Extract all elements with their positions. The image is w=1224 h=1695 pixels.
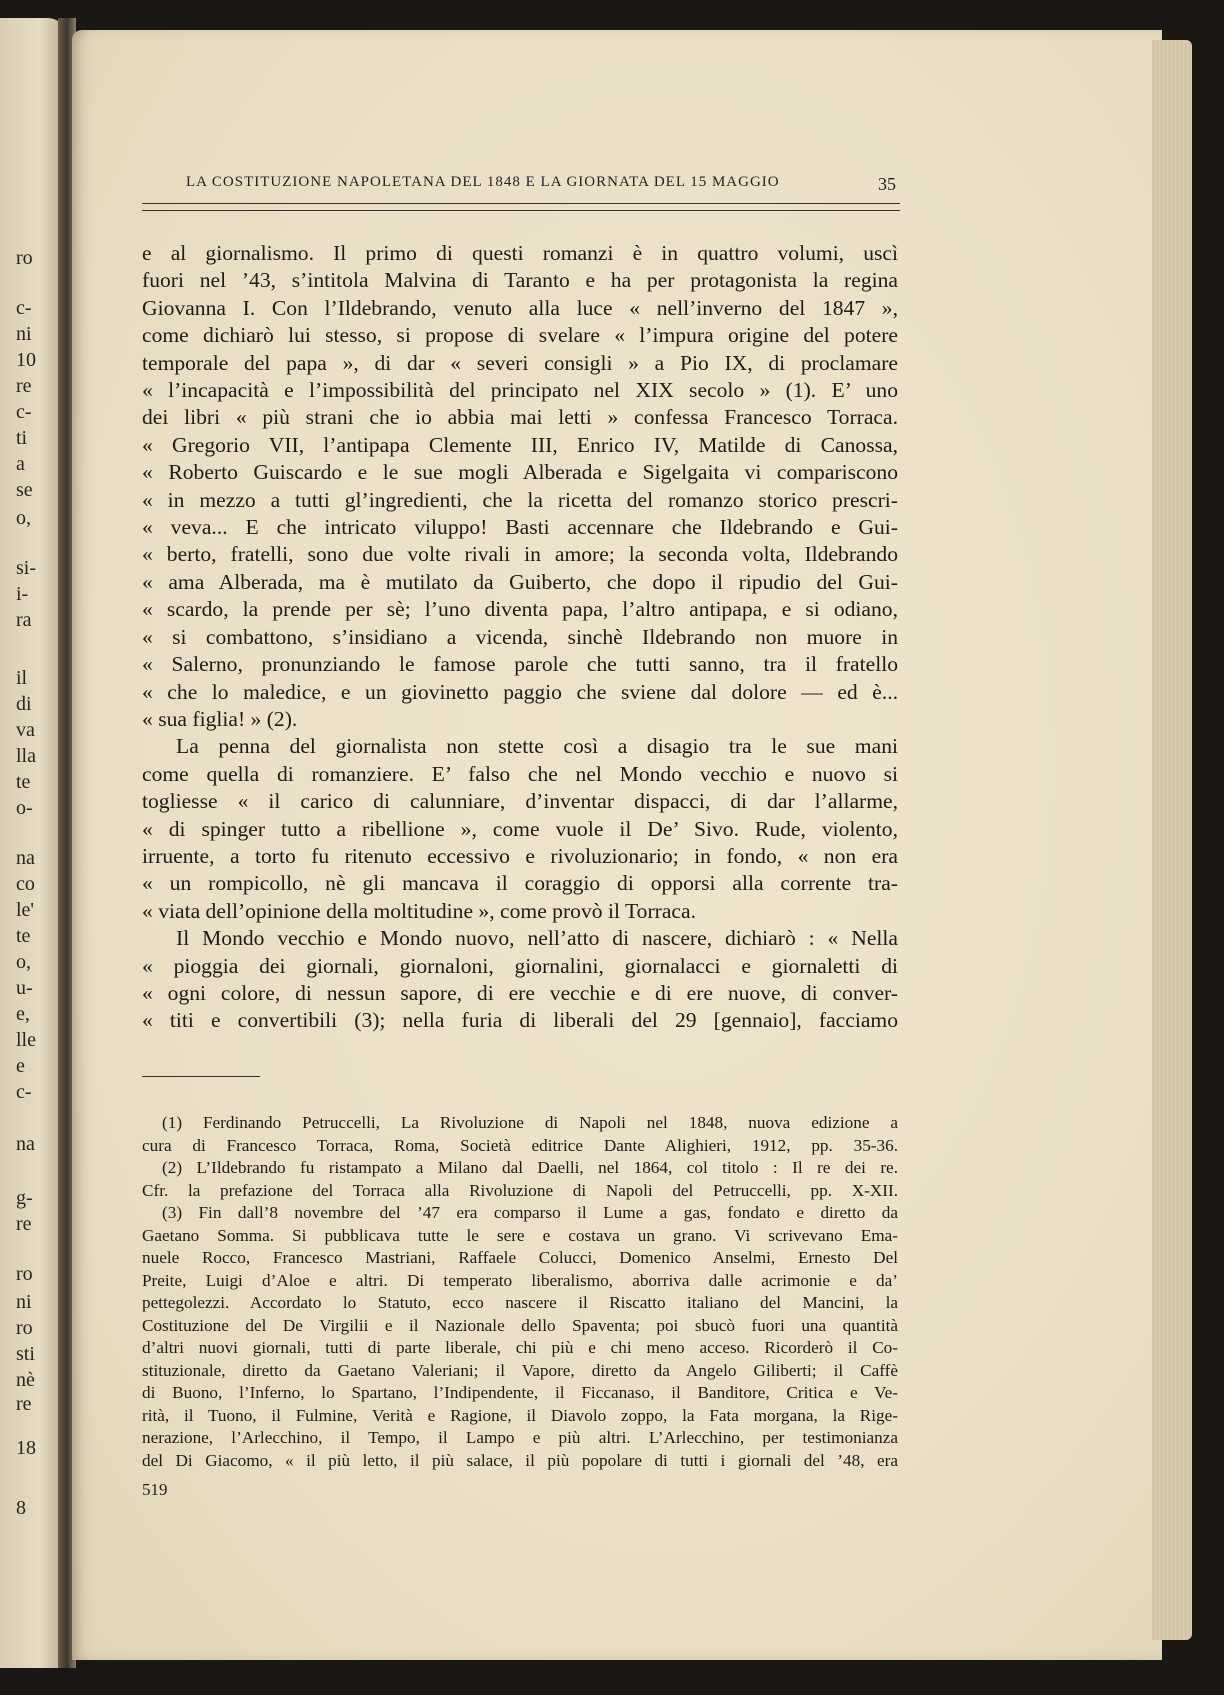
- left-page-fragment: c-: [16, 401, 32, 423]
- footnote-line: nerazione, l’Arlecchino, il Tempo, il Lampo e più altri. L’Arlecchino, per testimonianza: [142, 1428, 898, 1447]
- running-head: LA COSTITUZIONE NAPOLETANA DEL 1848 E LA GIORNATA DEL 15 MAGGIO: [186, 174, 780, 190]
- body-line: « titi e convertibili (3); nella furia di liberali del 29 [gennaio], facciamo: [142, 1008, 898, 1033]
- body-line: « Gregorio VII, l’antipapa Clemente III, Enrico IV, Matilde di Canossa,: [142, 432, 898, 457]
- left-page-fragment: na: [16, 1133, 35, 1155]
- left-page-fragment: ti: [16, 427, 28, 449]
- body-line: « scardo, la prende per sè; l’uno diventa papa, l’altro antipapa, e si odiano,: [142, 597, 898, 622]
- body-line: « Roberto Guiscardo e le sue mogli Alberada e Sigelgaita vi compariscono: [142, 460, 898, 485]
- body-line: « pioggia dei giornali, giornaloni, giornalini, giornalacci e giornaletti di: [142, 953, 898, 978]
- left-page-fragment: te: [16, 771, 31, 793]
- left-page-fragment: o-: [16, 797, 33, 819]
- body-line: « di spinger tutto a ribellione », come vuole il De’ Sivo. Rude, violento,: [142, 816, 898, 841]
- body-line: « berto, fratelli, sono due volte rivali in amore; la seconda volta, Ildebrando: [142, 542, 898, 567]
- left-page-fragment: lla: [16, 745, 36, 767]
- left-page-fragment: 18: [16, 1437, 36, 1459]
- footnote-line: d’altri nuovi giornali, tutti di parte liberale, chi più e chi meno acceso. Ricorderò il Co-: [142, 1338, 898, 1357]
- body-line: « l’incapacità e l’impossibilità del principato nel XIX secolo » (1). E’ uno: [142, 378, 898, 403]
- footnote-line: stituzionale, diretto da Gaetano Valeriani; il Vapore, diretto da Angelo Giliberti; il Caffè: [142, 1360, 898, 1380]
- left-page-fragment: se: [16, 479, 33, 501]
- left-page-fragment: re: [16, 1393, 32, 1415]
- body-line: temporale del papa », di dar « severi consigli » a Pio IX, di proclamare: [142, 350, 898, 375]
- body-line: Giovanna I. Con l’Ildebrando, venuto alla luce « nell’inverno del 1847 »,: [142, 295, 898, 320]
- left-page-fragment: c-: [16, 297, 32, 319]
- body-line: togliesse « il carico di calunniare, d’inventar dispacci, di dar l’allarme,: [142, 789, 898, 814]
- page-number: 35: [878, 174, 896, 194]
- footnote-line: (3) Fin dall’8 novembre del ’47 era comparso il Lume a gas, fondato e diretto da: [162, 1203, 898, 1222]
- left-page-fragment: ra: [16, 609, 32, 631]
- footnote-line: rità, il Tuono, il Fulmine, Verità e Ragione, il Diavolo zoppo, la Fata morgana, la Rige-: [142, 1405, 898, 1425]
- body-line: « viata dell’opinione della moltitudine », come provò il Torraca.: [142, 898, 696, 923]
- body-line: « in mezzo a tutti gl’ingredienti, che la ricetta del romanzo storico prescri-: [142, 487, 898, 512]
- footnote-line: di Buono, l’Inferno, lo Spartano, l’Indipendente, il Ficcanaso, il Banditore, Critica e Ve-: [142, 1383, 898, 1402]
- left-page-fragment: sti: [16, 1343, 35, 1365]
- body-line: La penna del giornalista non stette così a disagio tra le sue mani: [176, 734, 898, 759]
- left-page-fragment: i-: [16, 583, 29, 605]
- footnote-line: Costituzione del De Virgilii e il Nazionale dello Spaventa; poi sbucò fuori una quantità: [142, 1315, 898, 1335]
- left-page-fragment: u-: [16, 977, 33, 999]
- body-line: e al giornalismo. Il primo di questi romanzi è in quattro volumi, uscì: [142, 241, 898, 265]
- footnote-line: Preite, Luigi d’Aloe e altri. Di temperato liberalismo, aborriva dalle acrimonie e da’: [142, 1270, 898, 1290]
- signature-mark: 519: [142, 1480, 168, 1499]
- left-page-fragment: a: [16, 453, 25, 475]
- footnote-line: Cfr. la prefazione del Torraca alla Rivoluzione di Napoli del Petruccelli, pp. X-XII.: [142, 1180, 898, 1200]
- left-page-fragment: lle: [16, 1029, 36, 1051]
- left-page-fragment: ro: [16, 1263, 33, 1285]
- left-page-fragment: re: [16, 1213, 32, 1235]
- left-page-fragment: nè: [16, 1369, 35, 1391]
- page-edges: [1152, 40, 1192, 1640]
- body-line: come quella di romanziere. E’ falso che nel Mondo vecchio e nuovo si: [142, 761, 898, 786]
- left-page-fragment: le': [16, 899, 35, 921]
- left-page-fragment: ro: [16, 247, 33, 269]
- body-line: « che lo maledice, e un giovinetto paggio che sviene dal dolore — ed è...: [142, 679, 898, 704]
- left-page-fragment: ni: [16, 323, 32, 345]
- left-page-fragment: di: [16, 693, 32, 715]
- body-line: Il Mondo vecchio e Mondo nuovo, nell’atto di nascere, dichiarò : « Nella: [176, 926, 898, 951]
- left-page-edge: [0, 18, 66, 1668]
- footnote-line: Gaetano Somma. Si pubblicava tutte le sere e costava un grano. Vi scrivevano Ema-: [142, 1225, 898, 1245]
- left-page-fragment: e: [16, 1055, 25, 1077]
- body-line: come dichiarò lui stesso, si propose di svelare « l’impura origine del potere: [142, 323, 898, 348]
- footnote-line: (2) L’Ildebrando fu ristampato a Milano dal Daelli, nel 1864, col titolo : Il re dei re.: [162, 1158, 898, 1177]
- left-page-fragment: te: [16, 925, 31, 947]
- left-page-fragment: c-: [16, 1081, 32, 1103]
- left-page-fragment: il: [16, 667, 28, 689]
- body-line: « si combattono, s’insidiano a vicenda, sinchè Ildebrando non muore in: [142, 624, 898, 649]
- header-rule: [142, 203, 900, 211]
- body-line: « sua figlia! » (2).: [142, 706, 298, 731]
- left-page-fragment: re: [16, 375, 32, 397]
- body-line: « ogni colore, di nessun sapore, di ere vecchie e di ere nuove, di conver-: [142, 980, 898, 1005]
- left-page-fragment: 10: [16, 349, 36, 371]
- left-page-fragment: o,: [16, 507, 31, 529]
- left-page-fragment: si-: [16, 557, 36, 579]
- left-page-fragment: ni: [16, 1291, 32, 1313]
- left-page-fragment: e,: [16, 1003, 30, 1025]
- body-line: « Salerno, pronunziando le famose parole che tutti sanno, tra il fratello: [142, 652, 898, 677]
- left-page-fragment: na: [16, 847, 35, 869]
- body-text: [142, 240, 898, 1035]
- left-page-fragment: ro: [16, 1317, 33, 1339]
- footnote-line: nuele Rocco, Francesco Mastriani, Raffaele Colucci, Domenico Anselmi, Ernesto Del: [142, 1248, 898, 1267]
- footnote-rule: [142, 1076, 260, 1077]
- left-page-fragment: 8: [16, 1497, 26, 1519]
- footnotes: [142, 1112, 898, 1472]
- left-page-fragment: va: [16, 719, 35, 741]
- body-line: « un rompicollo, nè gli mancava il coraggio di opporsi alla corrente tra-: [142, 871, 898, 896]
- left-page-fragment: g-: [16, 1187, 33, 1209]
- body-line: « ama Alberada, ma è mutilato da Guiberto, che dopo il ripudio del Gui-: [142, 569, 898, 594]
- body-line: dei libri « più strani che io abbia mai letti » confessa Francesco Torraca.: [142, 405, 898, 430]
- left-page-fragment: co: [16, 873, 35, 895]
- body-line: fuori nel ’43, s’intitola Malvina di Taranto e ha per protagonista la regina: [142, 268, 898, 293]
- body-line: irruente, a torto fu ritenuto eccessivo e rivoluzionario; in fondo, « non era: [142, 843, 898, 868]
- left-page-fragment: o,: [16, 951, 31, 973]
- footnote-line: cura di Francesco Torraca, Roma, Società editrice Dante Alighieri, 1912, pp. 35-36.: [142, 1135, 898, 1155]
- footnote-line: del Di Giacomo, « il più letto, il più salace, il più popolare di tutti i giornali del ’48, era: [142, 1450, 898, 1470]
- footnote-line: pettegolezzi. Accordato lo Statuto, ecco nascere il Riscatto italiano del Mancini, la: [142, 1293, 898, 1312]
- body-line: « veva... E che intricato viluppo! Basti accennare che Ildebrando e Gui-: [142, 515, 898, 540]
- footnote-line: (1) Ferdinando Petruccelli, La Rivoluzione di Napoli nel 1848, nuova edizione a: [162, 1113, 898, 1132]
